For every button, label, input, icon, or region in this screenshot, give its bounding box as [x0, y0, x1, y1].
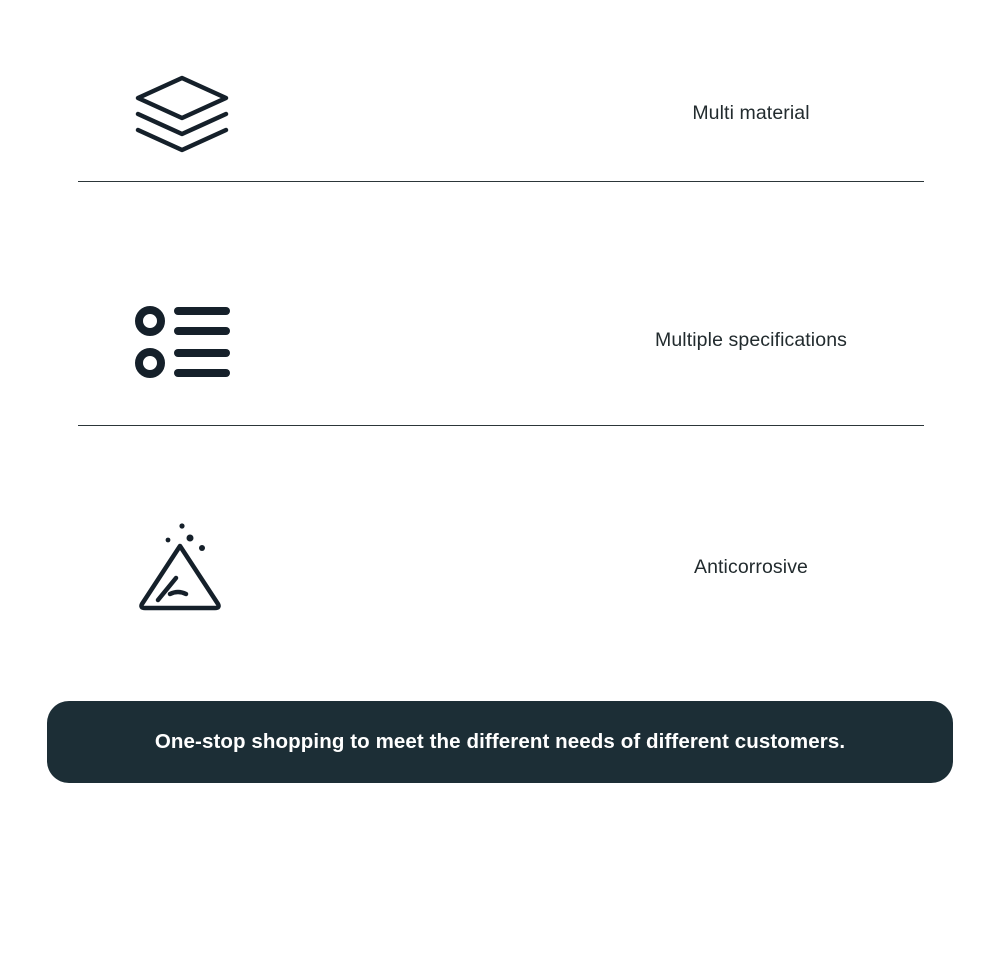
divider — [78, 181, 924, 182]
promo-banner — [47, 701, 953, 783]
layers-icon — [130, 62, 234, 166]
feature-label: Anticorrosive — [693, 556, 808, 578]
feature-label: Multiple specifications — [655, 329, 847, 351]
list-bullets-icon — [130, 289, 234, 393]
feature-row — [0, 227, 1000, 454]
promo-banner-text: One-stop shopping to meet the different needs of different customers. — [154, 730, 846, 753]
divider — [78, 425, 924, 426]
feature-row — [0, 454, 1000, 681]
feature-row — [0, 0, 1000, 227]
corrosion-pile-icon — [130, 516, 234, 620]
feature-label: Multi material — [692, 102, 810, 124]
